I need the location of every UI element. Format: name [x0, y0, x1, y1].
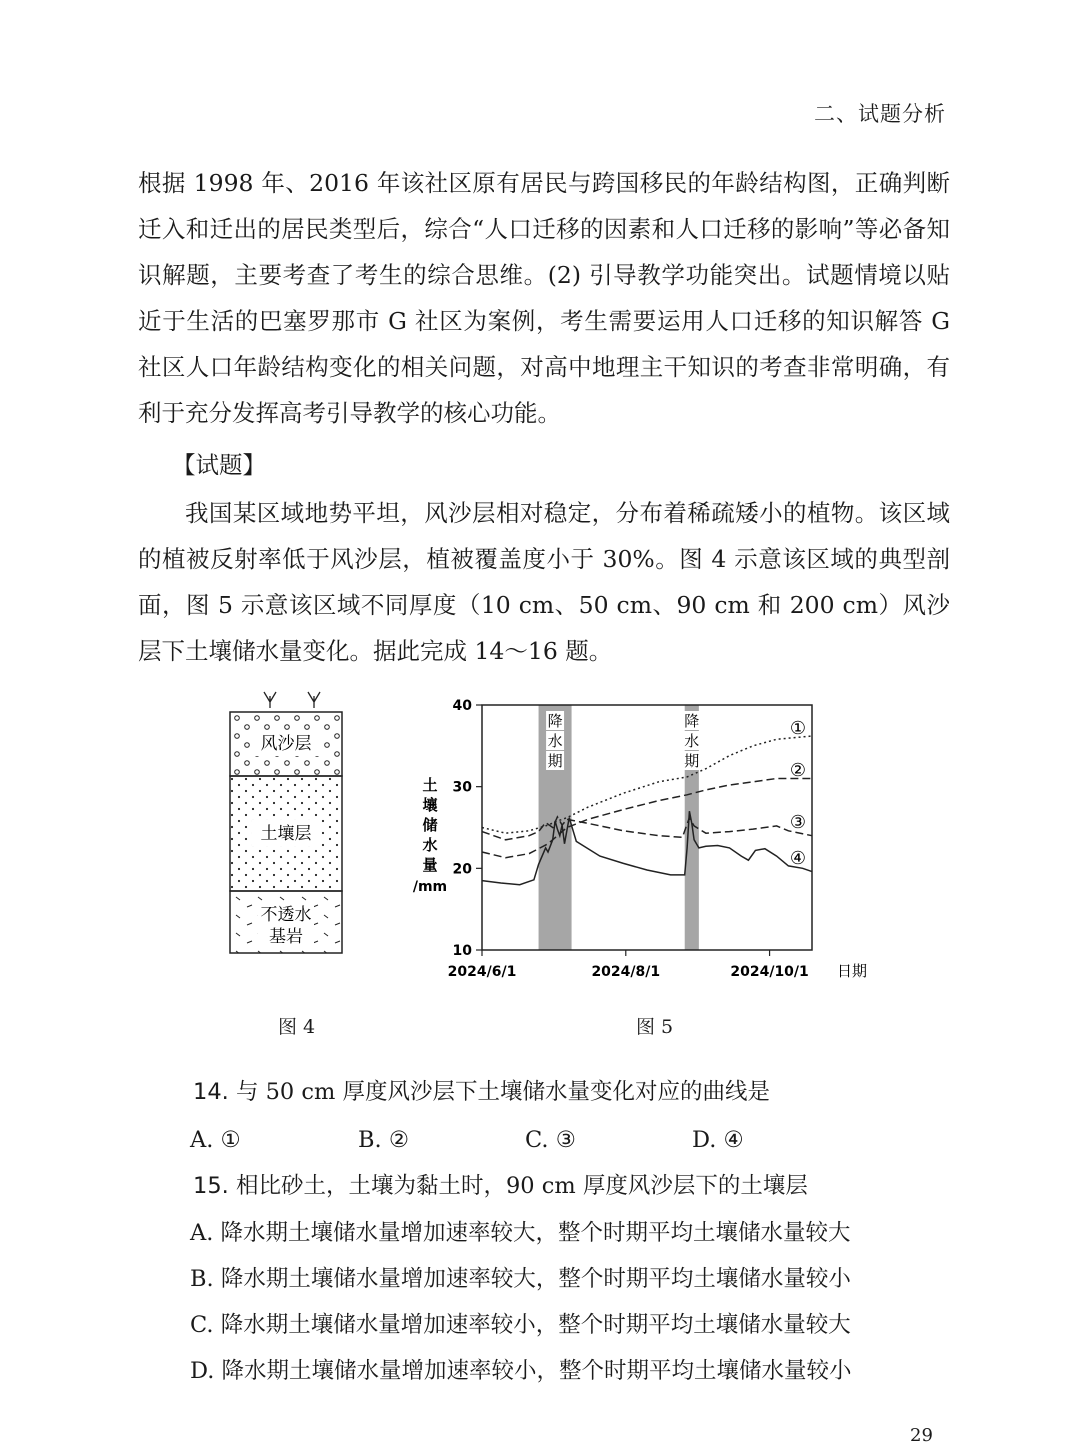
q15-option-c[interactable]: C. 降水期土壤储水量增加速率较小，整个时期平均土壤储水量较大	[190, 1312, 851, 1338]
page-number: 29	[910, 1425, 933, 1446]
x-axis-label: 日期	[836, 962, 868, 980]
figure-4-soil-profile	[222, 686, 352, 961]
q15-option-b[interactable]: B. 降水期土壤储水量增加速率较大，整个时期平均土壤储水量较小	[190, 1266, 851, 1292]
soil-layer-label: 土壤层	[260, 824, 312, 844]
question-14	[193, 1072, 770, 1112]
q14-option-d[interactable]: D. ④	[692, 1127, 744, 1153]
series-line-1	[482, 736, 812, 833]
figure-5-chart	[400, 690, 890, 990]
series-line-2	[482, 779, 812, 858]
series-line-4	[482, 811, 812, 885]
y-tick-label: 30	[452, 779, 472, 796]
precipitation-period-label: 水	[547, 732, 563, 750]
question-14-options	[190, 1120, 950, 1160]
q14-option-a[interactable]: A. ①	[190, 1127, 241, 1153]
question-15	[193, 1166, 808, 1206]
precipitation-period-label: 降	[684, 712, 700, 730]
q14-option-b[interactable]: B. ②	[358, 1127, 410, 1153]
series-label-2: ②	[789, 760, 807, 781]
q15-option-a[interactable]: A. 降水期土壤储水量增加速率较大，整个时期平均土壤储水量较大	[190, 1220, 851, 1246]
series-line-3	[482, 817, 812, 840]
precipitation-period-label: 期	[684, 752, 700, 770]
question-stem-paragraph	[138, 490, 950, 674]
precipitation-period-label: 水	[684, 732, 700, 750]
question-14-number: 14.	[193, 1079, 229, 1105]
question-stem: 我国某区域地势平坦，风沙层相对稳定，分布着稀疏矮小的植物。该区域的植被反射率低于风沙层，植被覆盖度小于 30%。图 4 示意该区域的典型剖面，图 5 示意该区域不同厚度（10 cm、50 cm、90 cm 和 200 cm）风沙层下土壤储水量变化。据此完成 14～16 题。	[138, 499, 950, 665]
y-unit: /mm	[412, 879, 448, 895]
bedrock-label-line2: 基岩	[269, 927, 303, 947]
y-axis-label-char: 储	[422, 816, 438, 834]
section-header: 二、试题分析	[814, 102, 946, 126]
series-label-3: ③	[789, 812, 807, 833]
plant-icon	[264, 692, 320, 708]
series-label-1: ①	[789, 718, 807, 739]
y-axis-label-char: 土	[422, 776, 438, 794]
y-axis-label-char: 壤	[422, 796, 438, 814]
q15-option-d[interactable]: D. 降水期土壤储水量增加速率较小，整个时期平均土壤储水量较小	[190, 1358, 852, 1384]
y-axis-label-char: 水	[422, 836, 438, 854]
intro-text: 根据 1998 年、2016 年该社区原有居民与跨国移民的年龄结构图，正确判断迁入和迁出的居民类型后，综合“人口迁移的因素和人口迁移的影响”等必备知识解题，主要考查了考生的综合思维。(2) 引导教学功能突出。试题情境以贴近于生活的巴塞罗那市 G 社区为案例，考生需要运用人口迁移的知识解答 G 社区人口年龄结构变化的相关问题，对高中地理主干知识的考查非常明确，有利于充分发挥高考引导教学的核心功能。	[138, 169, 950, 427]
question-15-number: 15.	[193, 1173, 229, 1199]
y-tick-label: 40	[452, 698, 472, 714]
figure-4-caption: 图 4	[278, 1016, 316, 1038]
question-14-stem: 与 50 cm 厚度风沙层下土壤储水量变化对应的曲线是	[235, 1079, 770, 1105]
question-15-stem: 相比砂土，土壤为黏土时，90 cm 厚度风沙层下的土壤层	[235, 1173, 808, 1199]
x-tick-label: 2024/8/1	[591, 964, 661, 980]
y-axis-label-char: 量	[422, 856, 438, 874]
y-tick-label: 10	[452, 943, 472, 959]
precipitation-period-label: 期	[547, 752, 563, 770]
x-tick-label: 2024/6/1	[447, 964, 517, 980]
bedrock-label-line1: 不透水	[260, 905, 312, 925]
intro-paragraph	[138, 160, 950, 436]
y-tick-label: 20	[452, 861, 472, 878]
sand-layer-label: 风沙层	[260, 734, 312, 754]
series-label-4: ④	[789, 848, 807, 869]
precipitation-period-label: 降	[547, 712, 563, 730]
figure-5-caption: 图 5	[636, 1016, 674, 1038]
x-tick-label: 2024/10/1	[730, 964, 809, 980]
question-label: 【试题】	[172, 451, 266, 479]
q14-option-c[interactable]: C. ③	[525, 1127, 576, 1153]
